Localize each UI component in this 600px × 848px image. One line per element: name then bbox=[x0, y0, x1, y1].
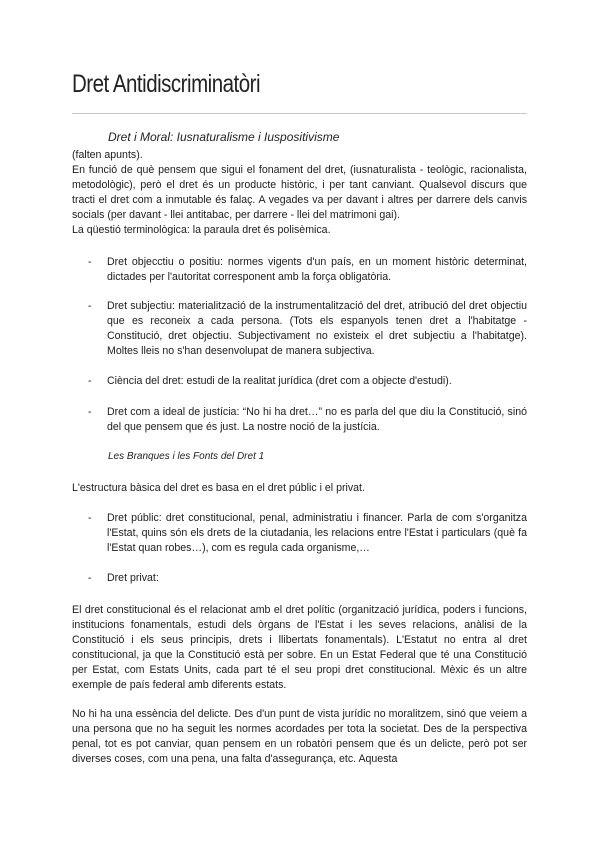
list-item-text: Dret com a ideal de justícia: “No hi ha dret…” no es parla del que diu la Constitució, sinó del que pensem que és just. La nostre noció de la justícia. bbox=[107, 406, 527, 433]
list-item-text: Dret subjectiu: materialització de la instrumentalització del dret, atribució del dret objectiu que es reconeix a cada persona. (Tots els espanyols tenen dret a l'habitatge - Constitució, dret objectiu. Subjectivament no existeix el dret subjectiu a l'habitatge). Moltes lleis no s'han desenvolupat de manera subjectiva. bbox=[107, 300, 527, 357]
section-heading: Les Branques i les Fonts del Dret 1 bbox=[108, 451, 265, 462]
title-divider bbox=[72, 113, 527, 114]
list-item-text: Dret públic: dret constitucional, penal, administratiu i financer. Parla de com s'organitza l'Estat, quins són els drets de la ciutadania, les relacions entre l'Estat i particulars (què fa l'Estat quan robes…), com es regula cada organisme,… bbox=[107, 512, 527, 554]
terminology-line: La qüestió terminològica: la paraula dret és polisèmica. bbox=[72, 224, 331, 236]
list-dash: - bbox=[88, 572, 92, 584]
section-subtitle: Dret i Moral: Iusnaturalisme i Iuspositivisme bbox=[108, 130, 340, 144]
crime-paragraph: No hi ha una essència del delicte. Des d'un punt de vista jurídic no moralitzem, sinó que veiem a una persona que no ha seguit les normes acordades per tota la societat. Des de la perspectiva penal, tot es pot canviar, quan pensem en un robatòri pensem que és un delicte, però pot ser diverses coses, com una pena, una falta d'assegurança, etc. Aquesta bbox=[72, 708, 527, 765]
intro-paragraph: En funció de què pensem que sigui el fonament del dret, (iusnaturalista - teològic, racionalista, metodològic), però el dret és un producte històric, i per tant canviant. Qualsevol discurs que tracti el dret com a inmutable és falaç. A vegades va per davant i altres per darrere dels canvis socials (per davant - llei antitabac, per darrere - llei del matrimoni gai). bbox=[72, 164, 527, 221]
constitutional-paragraph: El dret constitucional és el relacionat amb el dret polític (organització jurídica, poders i funcions, institucions fonamentals, estudi dels òrgans de l'Estat i les seves relacions, anàlisi de la Constitució i els seus principis, drets i llibertats fonamentals). L'Estatut no entra al dret constitucional, ja que la Constitució està per sobre. En un Estat Federal que té una Constitució per Estat, com Estats Units, cada part té el seu propi dret constitucional. Mèxic és un altre exemple de país federal amb diferents estats. bbox=[72, 604, 527, 691]
list-item-text: Ciència del dret: estudi de la realitat jurídica (dret com a objecte d'estudi). bbox=[107, 375, 452, 387]
list-dash: - bbox=[88, 300, 92, 312]
list-dash: - bbox=[88, 406, 92, 418]
list-dash: - bbox=[88, 375, 92, 387]
intro-note: (falten apunts). bbox=[72, 149, 143, 161]
list-item-text: Dret objecctiu o positiu: normes vigents d'un país, en un moment històric determinat, dictades per l'autoritat corresponent amb la força obligatòria. bbox=[107, 256, 527, 283]
list-item-text: Dret privat: bbox=[107, 572, 159, 584]
list-dash: - bbox=[88, 512, 92, 524]
structure-line: L'estructura bàsica del dret es basa en el dret públic i el privat. bbox=[72, 482, 365, 494]
document-title: Dret Antidiscriminatòri bbox=[72, 70, 261, 98]
list-dash: - bbox=[88, 256, 92, 268]
